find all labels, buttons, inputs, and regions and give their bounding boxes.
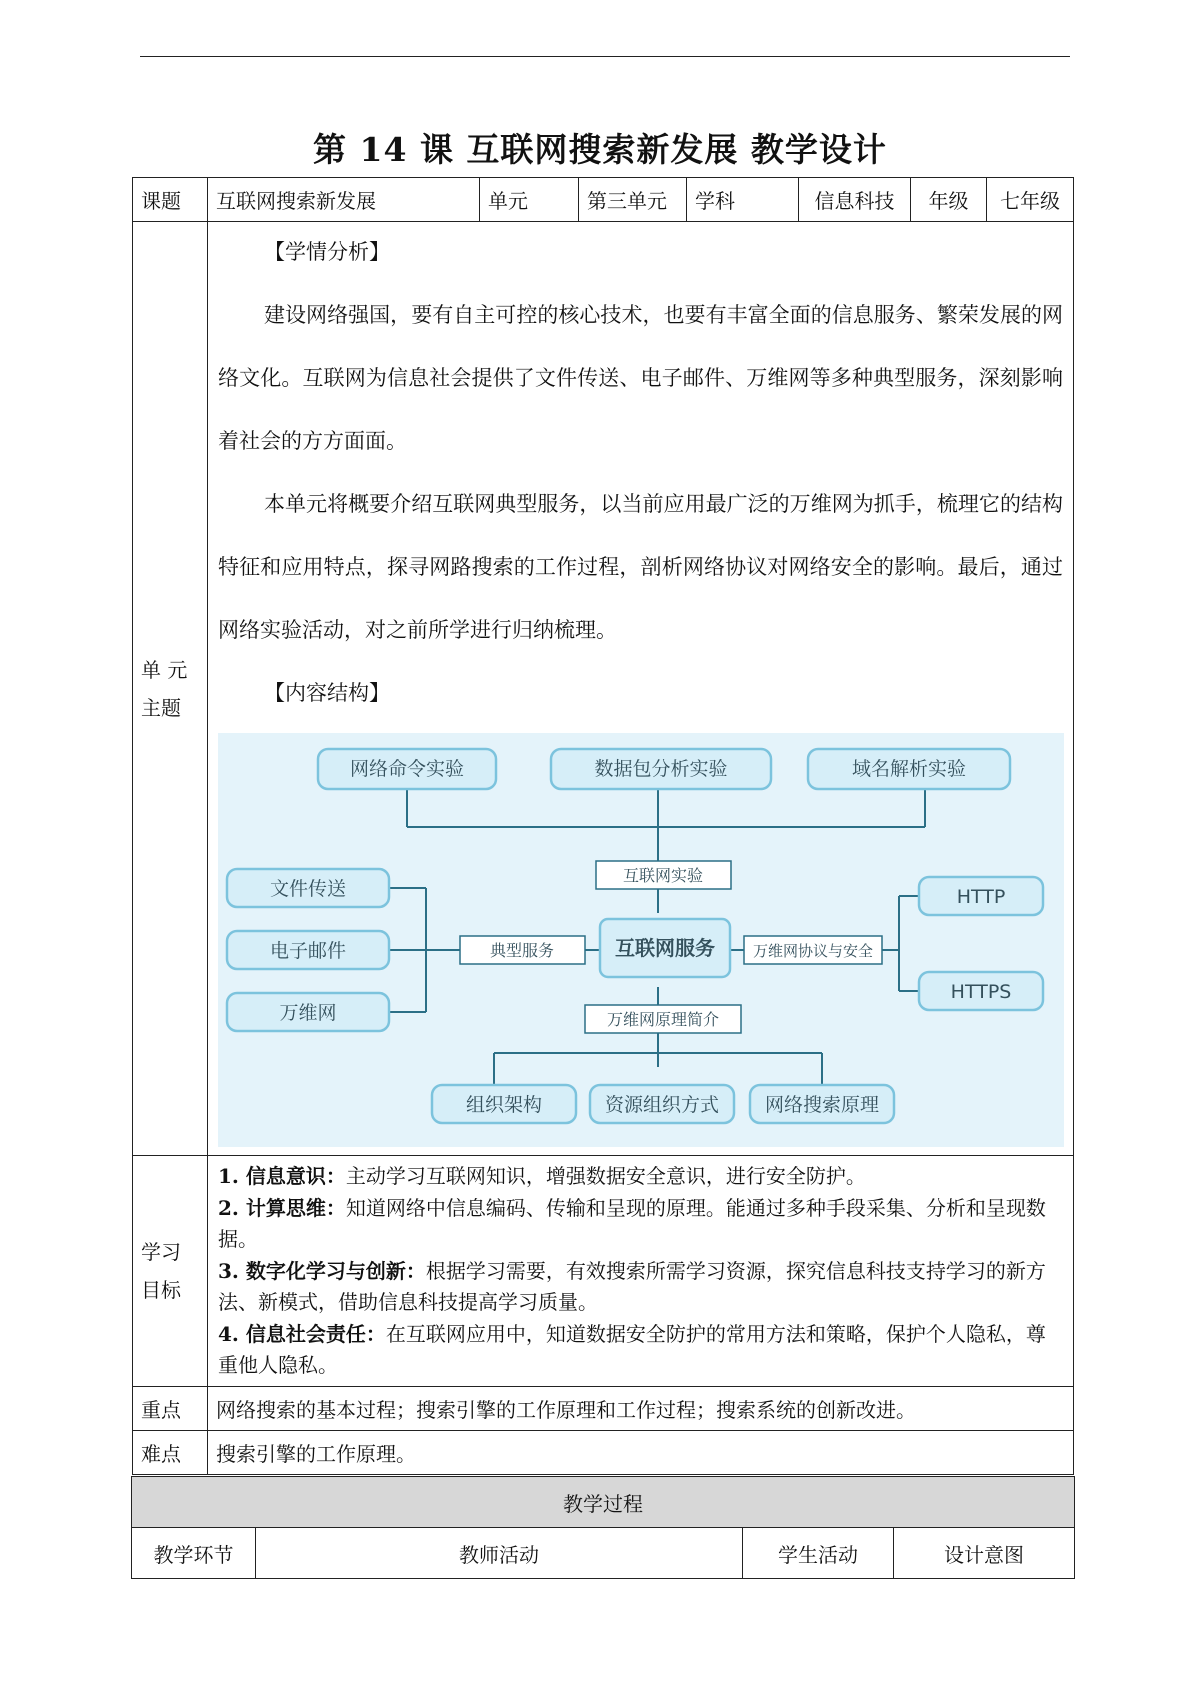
- structure-title: 【内容结构】: [264, 681, 390, 705]
- diagram-left-nodes: [227, 869, 389, 1031]
- page-title: 第 14 课 互联网搜索新发展 教学设计: [313, 130, 887, 169]
- diagram-top-nodes: [318, 749, 1010, 789]
- goals-label-line1: 学习: [141, 1239, 181, 1264]
- header-rule: [140, 56, 1070, 57]
- node-typical-services: 典型服务: [489, 941, 555, 960]
- process-col-teacher: 教师活动: [256, 1528, 743, 1579]
- node-center: 互联网服务: [615, 936, 715, 960]
- node-www-intro: 万维网原理简介: [606, 1010, 720, 1029]
- grade-value: 七年级: [987, 178, 1074, 222]
- process-col-stage: 教学环节: [132, 1528, 256, 1579]
- course-value: 互联网搜索新发展: [208, 178, 480, 222]
- node-resource-org: 资源组织方式: [604, 1094, 720, 1116]
- subject-label: 学科: [687, 178, 799, 222]
- goals-label-line2: 目标: [141, 1277, 181, 1302]
- node-file-transfer: 文件传送: [269, 878, 347, 900]
- node-http: HTTP: [956, 886, 1006, 908]
- node-search-principle: 网络搜索原理: [764, 1094, 880, 1116]
- unit-label: 单元: [480, 178, 579, 222]
- process-col-student: 学生活动: [743, 1528, 894, 1579]
- course-label: 课题: [133, 178, 208, 222]
- unit-theme-label-line2: 主题: [141, 695, 181, 720]
- grade-label: 年级: [911, 178, 987, 222]
- node-packet-lab: 数据包分析实验: [594, 758, 728, 780]
- difficulties-text: 搜索引擎的工作原理。: [208, 1430, 1074, 1474]
- unit-value: 第三单元: [579, 178, 687, 222]
- node-email: 电子邮件: [269, 940, 347, 962]
- node-org-arch: 组织架构: [465, 1094, 543, 1116]
- info-row: [133, 178, 1074, 222]
- goal-item-4: 4. 信息社会责任：在互联网应用中，知道数据安全防护的常用方法和策略，保护个人隐私，尊重他人隐私。: [218, 1321, 1046, 1377]
- goals-row: [133, 1156, 1074, 1387]
- subject-value: 信息科技: [799, 178, 911, 222]
- key-points-label: 重点: [133, 1386, 208, 1430]
- diagram-bottom-nodes: [432, 1085, 894, 1123]
- content-structure-diagram: [218, 733, 1064, 1147]
- process-columns-row: [132, 1528, 1075, 1579]
- unit-theme-content: [208, 222, 1074, 1156]
- goal-item-3: 3. 数字化学习与创新：根据学习需要，有效搜索所需学习资源，探究信息科技支持学习的新方法、新模式，借助信息科技提高学习质量。: [218, 1258, 1046, 1314]
- node-dns-lab: 域名解析实验: [851, 758, 967, 780]
- difficulties-label: 难点: [133, 1430, 208, 1474]
- node-cmd-lab: 网络命令实验: [349, 758, 465, 780]
- node-internet-lab: 互联网实验: [622, 866, 704, 885]
- teaching-process-table: [131, 1476, 1075, 1579]
- goal-item-1: 1. 信息意识：主动学习互联网知识，增强数据安全意识，进行安全防护。: [218, 1164, 866, 1188]
- analysis-title: 【学情分析】: [264, 240, 390, 264]
- goal-item-2: 2. 计算思维：知道网络中信息编码、传输和呈现的原理。能通过多种手段采集、分析和呈现数据。: [218, 1195, 1046, 1251]
- analysis-paragraph-2: 本单元将概要介绍互联网典型服务，以当前应用最广泛的万维网为抓手，梳理它的结构特征和应用特点，探寻网路搜索的工作过程，剖析网络协议对网络安全的影响。最后，通过网络实验活动，对之前所学进行归纳梳理。: [218, 492, 1063, 642]
- unit-theme-row: [133, 222, 1074, 1156]
- node-www: 万维网: [279, 1002, 337, 1024]
- unit-theme-label: [133, 222, 208, 1156]
- process-col-intent: 设计意图: [894, 1528, 1075, 1579]
- key-points-row: [133, 1386, 1074, 1430]
- key-points-text: 网络搜索的基本过程；搜索引擎的工作原理和工作过程；搜索系统的创新改进。: [208, 1386, 1074, 1430]
- goals-content: [208, 1156, 1074, 1387]
- node-protocol-security: 万维网协议与安全: [752, 942, 874, 960]
- unit-theme-label-line1: 单 元: [141, 657, 188, 682]
- difficulties-row: [133, 1430, 1074, 1474]
- lesson-info-table: [132, 177, 1074, 1475]
- goals-label: [133, 1156, 208, 1387]
- analysis-paragraph-1: 建设网络强国，要有自主可控的核心技术，也要有丰富全面的信息服务、繁荣发展的网络文化。互联网为信息社会提供了文件传送、电子邮件、万维网等多种典型服务，深刻影响着社会的方方面面。: [218, 303, 1063, 453]
- process-header-row: [132, 1477, 1075, 1528]
- process-header: 教学过程: [132, 1477, 1075, 1528]
- node-https: HTTPS: [950, 981, 1012, 1003]
